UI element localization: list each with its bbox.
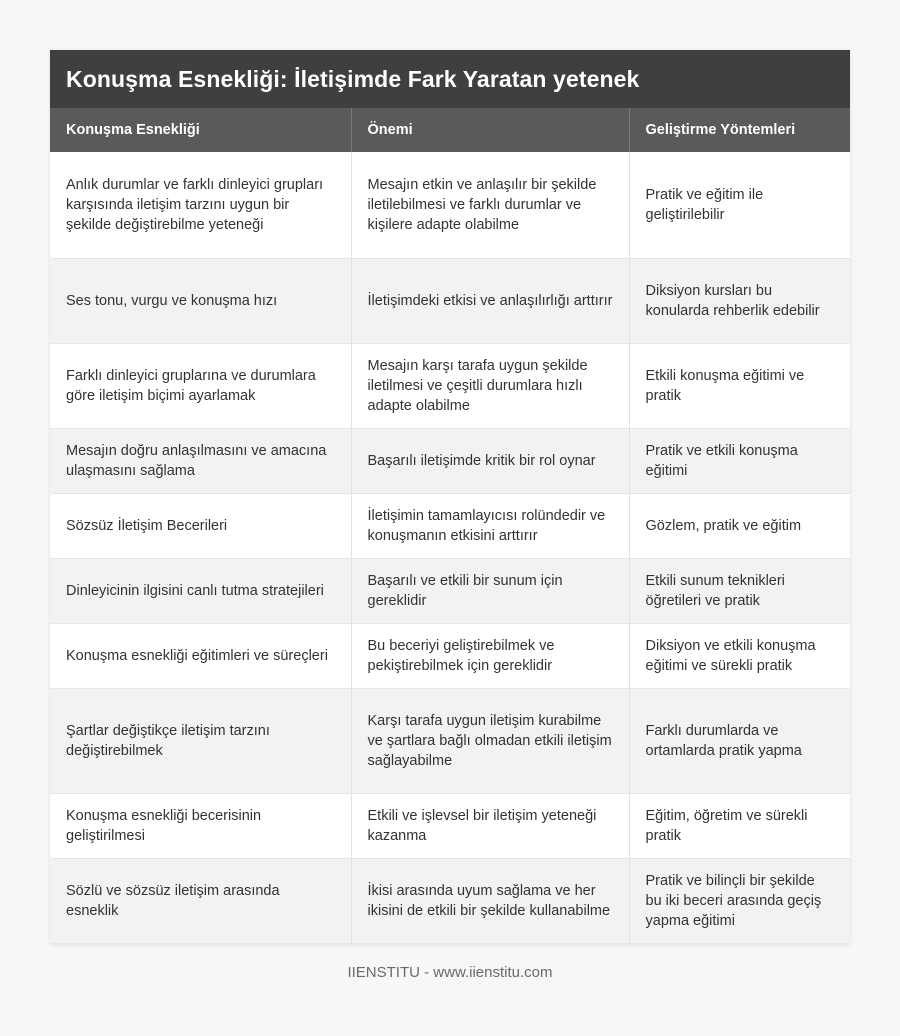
table-cell: Dinleyicinin ilgisini canlı tutma stratejileri (50, 558, 351, 623)
title-bar (50, 50, 850, 108)
table-cell: İletişimdeki etkisi ve anlaşılırlığı arttırır (351, 258, 629, 343)
footer-credit: IIENSTITU - www.iienstitu.com (347, 964, 553, 981)
table-header-row (50, 108, 850, 152)
page-title: Konuşma Esnekliği: İletişimde Fark Yaratan yetenek (66, 65, 640, 92)
table-cell: Diksiyon ve etkili konuşma eğitimi ve sürekli pratik (629, 623, 850, 688)
table-cell: Pratik ve bilinçli bir şekilde bu iki beceri arasında geçiş yapma eğitimi (629, 858, 850, 943)
table-cell: Bu beceriyi geliştirebilmek ve pekiştirebilmek için gereklidir (351, 623, 629, 688)
table-card (50, 50, 850, 944)
table-cell: Eğitim, öğretim ve sürekli pratik (629, 793, 850, 858)
table-cell: Konuşma esnekliği becerisinin geliştirilmesi (50, 793, 351, 858)
table-row (50, 858, 850, 943)
table-cell: Şartlar değiştikçe iletişim tarzını değiştirebilmek (50, 688, 351, 793)
table-cell: Başarılı iletişimde kritik bir rol oynar (351, 428, 629, 493)
table-cell: Sözlü ve sözsüz iletişim arasında esneklik (50, 858, 351, 943)
table-cell: Diksiyon kursları bu konularda rehberlik edebilir (629, 258, 850, 343)
table-cell: Mesajın karşı tarafa uygun şekilde iletilmesi ve çeşitli durumlara hızlı adapte olabilme (351, 343, 629, 428)
data-table (50, 108, 850, 944)
table-cell: Karşı tarafa uygun iletişim kurabilme ve şartlara bağlı olmadan etkili iletişim sağlayabilme (351, 688, 629, 793)
table-row (50, 793, 850, 858)
table-row (50, 623, 850, 688)
table-cell: Mesajın doğru anlaşılmasını ve amacına ulaşmasını sağlama (50, 428, 351, 493)
table-cell: Mesajın etkin ve anlaşılır bir şekilde iletilebilmesi ve farklı durumlar ve kişilere adapte olabilme (351, 152, 629, 258)
table-cell: Gözlem, pratik ve eğitim (629, 493, 850, 558)
table-cell: Konuşma esnekliği eğitimleri ve süreçleri (50, 623, 351, 688)
table-cell: Anlık durumlar ve farklı dinleyici grupları karşısında iletişim tarzını uygun bir şekilde değiştirebilme yeteneği (50, 152, 351, 258)
table-row (50, 258, 850, 343)
table-row (50, 688, 850, 793)
table-cell: Etkili ve işlevsel bir iletişim yeteneği kazanma (351, 793, 629, 858)
table-cell: Etkili sunum teknikleri öğretileri ve pratik (629, 558, 850, 623)
table-cell: Farklı dinleyici gruplarına ve durumlara göre iletişim biçimi ayarlamak (50, 343, 351, 428)
table-cell: Pratik ve etkili konuşma eğitimi (629, 428, 850, 493)
table-cell: Başarılı ve etkili bir sunum için gereklidir (351, 558, 629, 623)
table-row (50, 428, 850, 493)
table-cell: Etkili konuşma eğitimi ve pratik (629, 343, 850, 428)
table-row (50, 558, 850, 623)
column-header-methods: Geliştirme Yöntemleri (629, 108, 850, 152)
table-cell: İkisi arasında uyum sağlama ve her ikisini de etkili bir şekilde kullanabilme (351, 858, 629, 943)
table-cell: İletişimin tamamlayıcısı rolündedir ve konuşmanın etkisini arttırır (351, 493, 629, 558)
table-cell: Pratik ve eğitim ile geliştirilebilir (629, 152, 850, 258)
table-cell: Farklı durumlarda ve ortamlarda pratik yapma (629, 688, 850, 793)
table-cell: Sözsüz İletişim Becerileri (50, 493, 351, 558)
column-header-flexibility: Konuşma Esnekliği (50, 108, 351, 152)
table-row (50, 152, 850, 258)
table-row (50, 493, 850, 558)
table-row (50, 343, 850, 428)
column-header-importance: Önemi (351, 108, 629, 152)
table-cell: Ses tonu, vurgu ve konuşma hızı (50, 258, 351, 343)
